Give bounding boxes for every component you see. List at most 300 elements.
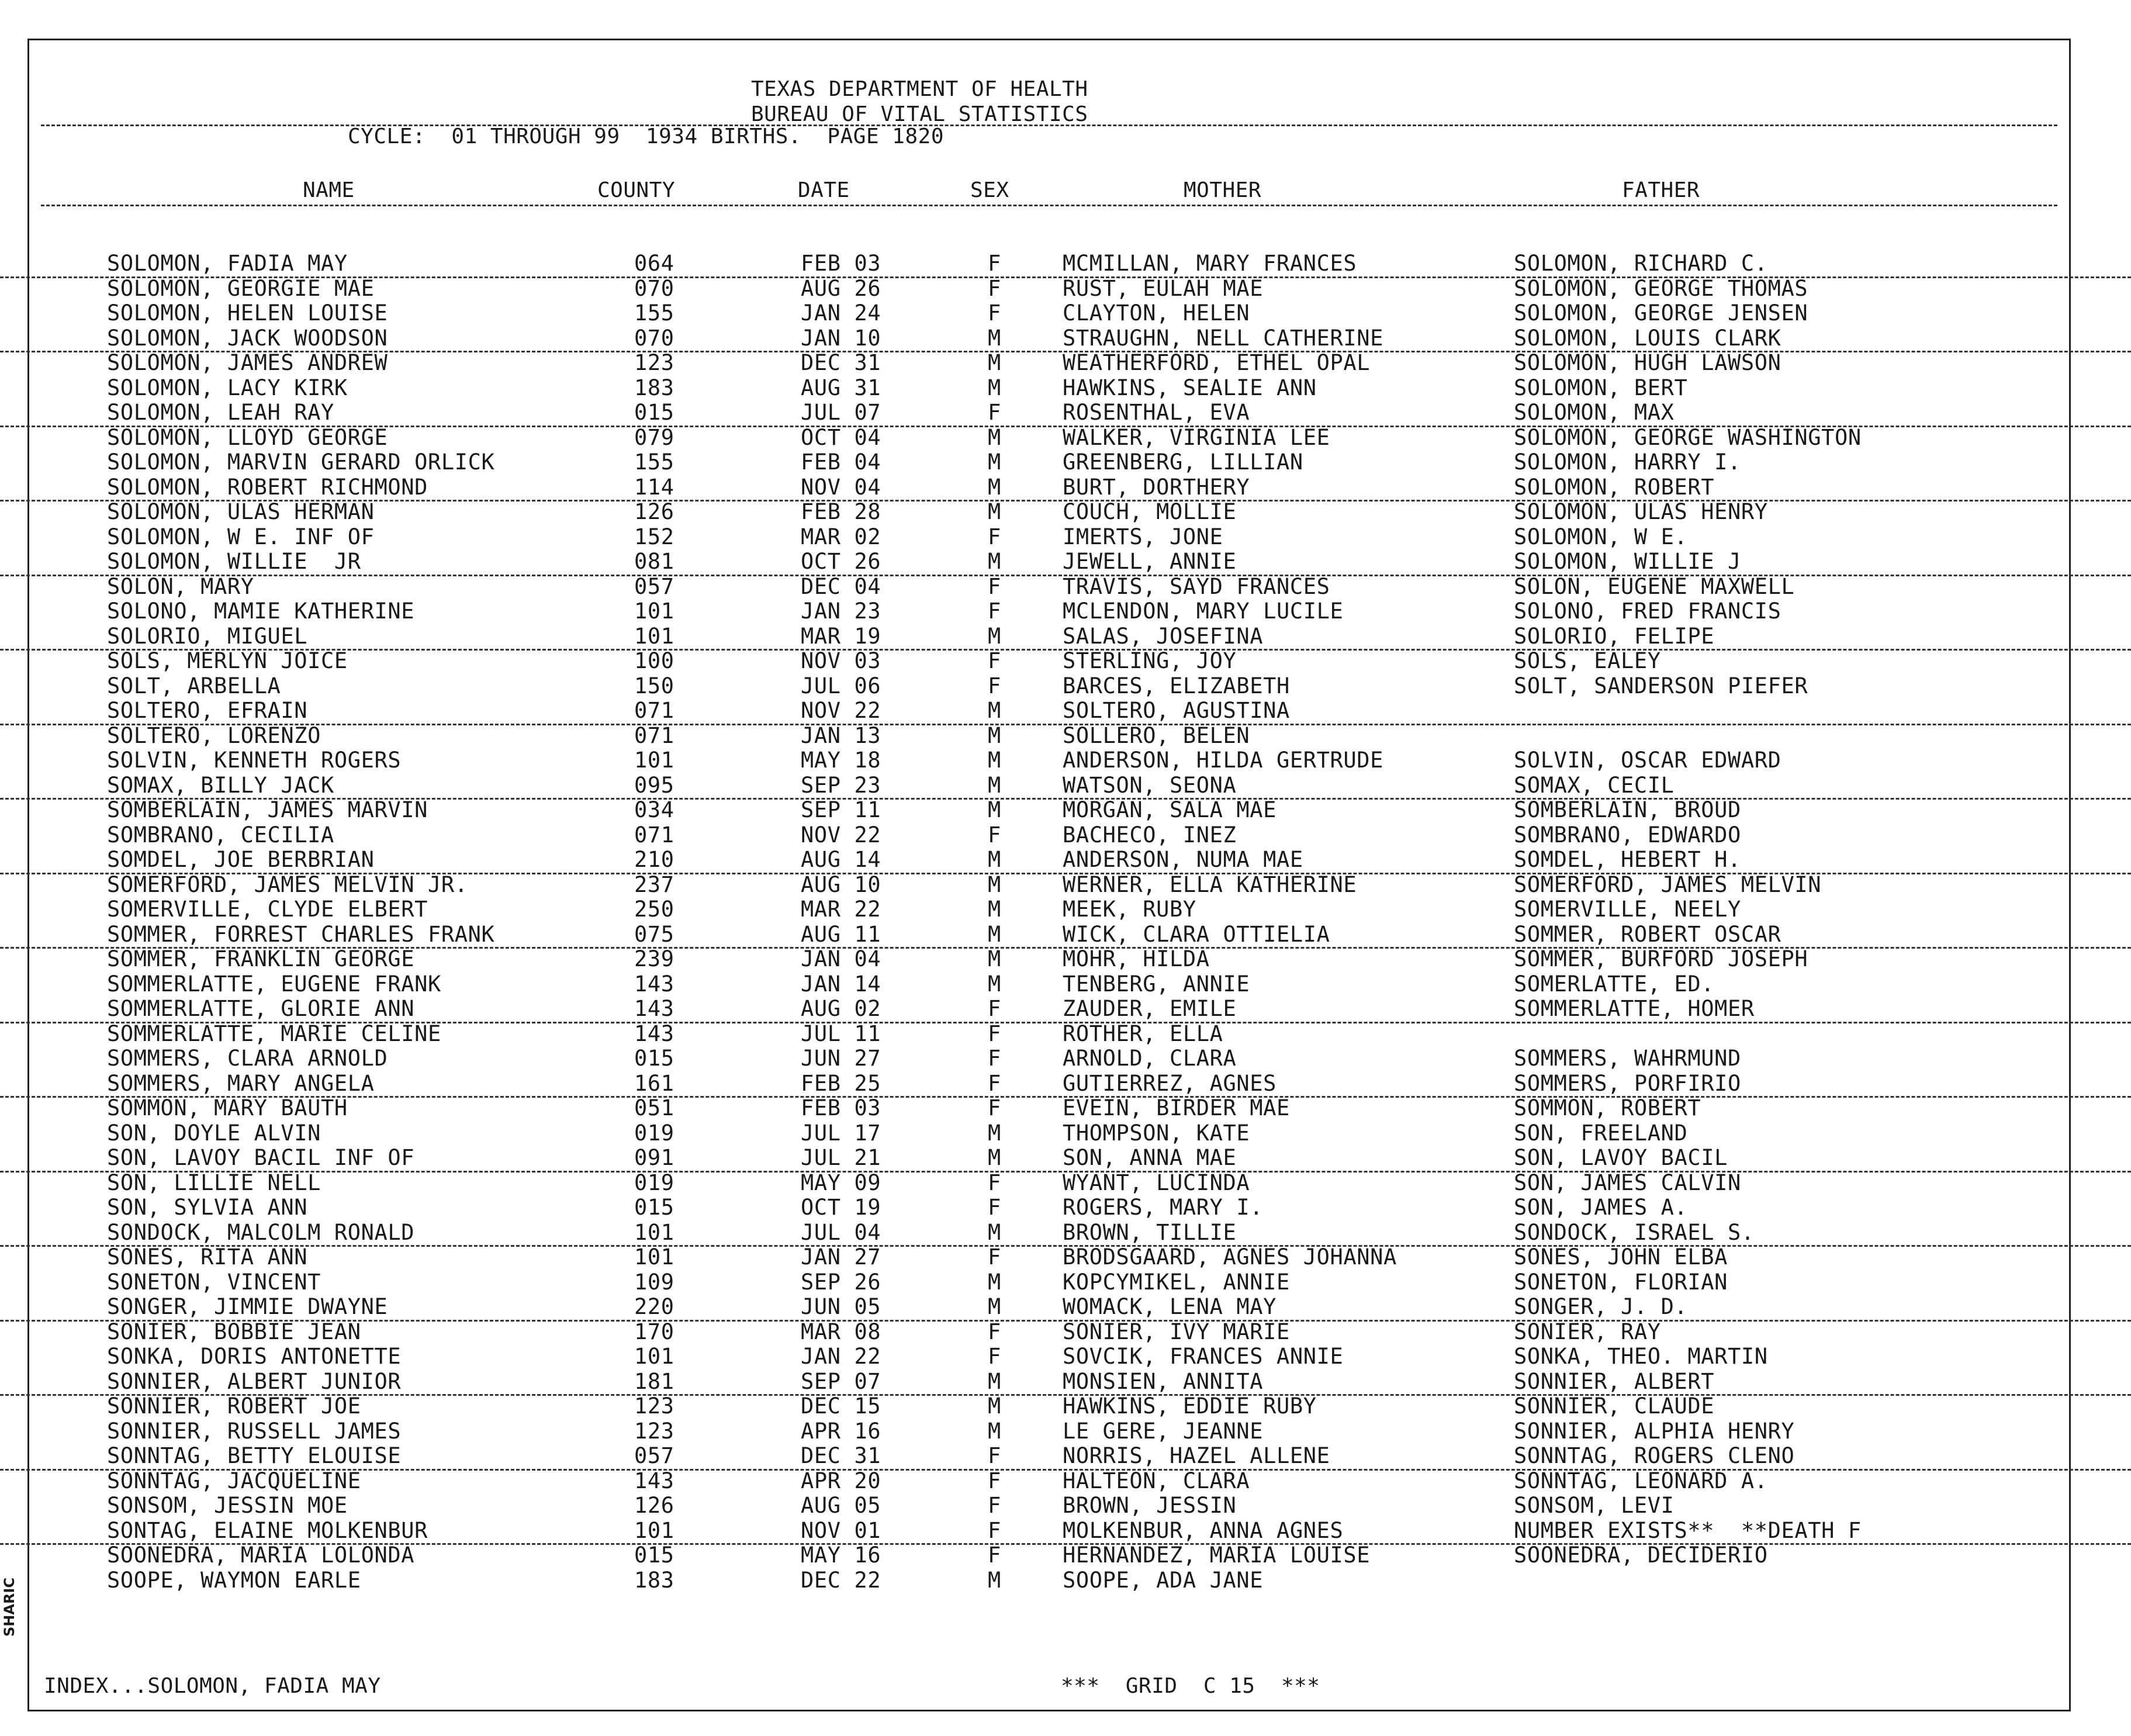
table-row xyxy=(0,698,2131,725)
cell-date: JUL 21 xyxy=(801,1145,881,1170)
cell-name: SOMMERLATTE, GLORIE ANN xyxy=(107,996,415,1021)
cell-date: AUG 14 xyxy=(801,847,881,872)
cell-sex: M xyxy=(988,1294,1001,1319)
cell-name: SOLONO, MAMIE KATHERINE xyxy=(107,599,415,624)
cell-mother: GUTIERREZ, AGNES xyxy=(1063,1070,1277,1096)
cell-county: 109 xyxy=(634,1269,674,1295)
cell-mother: COUCH, MOLLIE xyxy=(1063,499,1237,524)
cell-date: DEC 31 xyxy=(801,350,881,375)
cell-date: JUN 27 xyxy=(801,1046,881,1071)
cell-county: 015 xyxy=(634,1195,674,1220)
cell-county: 143 xyxy=(634,1021,674,1046)
cell-date: AUG 31 xyxy=(801,375,881,400)
cell-date: JAN 10 xyxy=(801,325,881,351)
table-row xyxy=(0,351,2131,376)
cell-sex: F xyxy=(988,300,1001,326)
table-row xyxy=(0,1270,2131,1295)
cell-mother: BROWN, TILLIE xyxy=(1063,1219,1237,1245)
cell-sex: M xyxy=(988,897,1001,922)
cell-date: JAN 24 xyxy=(801,300,881,326)
cell-name: SOLOMON, GEORGIE MAE xyxy=(107,275,375,301)
cell-father: SON, FREELAND xyxy=(1514,1120,1688,1146)
cell-date: AUG 11 xyxy=(801,921,881,947)
cell-father: SONDOCK, ISRAEL S. xyxy=(1514,1219,1755,1245)
cell-sex: F xyxy=(988,524,1001,549)
cell-sex: F xyxy=(988,1070,1001,1096)
cell-county: 123 xyxy=(634,350,674,375)
cell-county: 183 xyxy=(634,1567,674,1593)
cell-sex: M xyxy=(988,1145,1001,1170)
cell-sex: M xyxy=(988,1269,1001,1295)
cell-mother: MOHR, HILDA xyxy=(1063,946,1210,971)
cell-sex: M xyxy=(988,1393,1001,1419)
cell-sex: M xyxy=(988,872,1001,897)
cell-mother: WICK, CLARA OTTIELIA xyxy=(1063,921,1330,947)
cell-date: AUG 05 xyxy=(801,1493,881,1518)
cell-date: AUG 26 xyxy=(801,275,881,301)
cell-father: SOMERFORD, JAMES MELVIN xyxy=(1514,872,1822,897)
table-row xyxy=(0,400,2131,427)
cell-date: AUG 10 xyxy=(801,872,881,897)
cell-father: SONNIER, ALBERT xyxy=(1514,1368,1715,1394)
cell-sex: M xyxy=(988,449,1001,475)
table-row xyxy=(0,1295,2131,1322)
cell-county: 081 xyxy=(634,549,674,574)
cell-date: NOV 03 xyxy=(801,648,881,673)
cell-mother: SONIER, IVY MARIE xyxy=(1063,1319,1290,1344)
cell-date: JAN 13 xyxy=(801,722,881,748)
table-row xyxy=(0,748,2131,773)
cell-date: JUL 07 xyxy=(801,400,881,425)
cell-name: SONETON, VINCENT xyxy=(107,1269,321,1295)
cell-date: JUL 06 xyxy=(801,673,881,698)
cell-county: 170 xyxy=(634,1319,674,1344)
table-row xyxy=(0,897,2131,922)
cell-county: 057 xyxy=(634,1443,674,1468)
cell-sex: M xyxy=(988,921,1001,947)
cell-county: 101 xyxy=(634,1219,674,1245)
cell-name: SOMMERLATTE, MARIE CELINE xyxy=(107,1021,441,1046)
side-label: SHARIC xyxy=(1,1578,18,1637)
cell-sex: M xyxy=(988,350,1001,375)
cell-date: OCT 26 xyxy=(801,549,881,574)
cell-father: SONSOM, LEVI xyxy=(1514,1493,1675,1518)
cell-father: SOMMERLATTE, HOMER xyxy=(1514,996,1755,1021)
cell-date: JUL 17 xyxy=(801,1120,881,1146)
table-row xyxy=(0,724,2131,749)
cell-sex: F xyxy=(988,1493,1001,1518)
cell-name: SOMMON, MARY BAUTH xyxy=(107,1095,348,1121)
cell-father: SON, LAVOY BACIL xyxy=(1514,1145,1728,1170)
table-row xyxy=(0,1568,2131,1593)
cell-mother: ARNOLD, CLARA xyxy=(1063,1046,1237,1071)
cell-sex: F xyxy=(988,822,1001,848)
cell-father: SON, JAMES CALVIN xyxy=(1514,1170,1741,1195)
cell-name: SOMMERLATTE, EUGENE FRANK xyxy=(107,971,441,997)
column-header-date: DATE xyxy=(798,178,850,202)
cell-mother: IMERTS, JONE xyxy=(1063,524,1223,549)
cell-name: SON, LAVOY BACIL INF OF xyxy=(107,1145,415,1170)
cell-date: FEB 03 xyxy=(801,251,881,276)
cell-father: SOLOMON, LOUIS CLARK xyxy=(1514,325,1781,351)
agency-title: TEXAS DEPARTMENT OF HEALTH xyxy=(751,77,1088,101)
cell-date: FEB 25 xyxy=(801,1070,881,1096)
table-row xyxy=(0,947,2131,972)
cell-sex: M xyxy=(988,424,1001,450)
cell-county: 101 xyxy=(634,623,674,649)
cell-father: SOLONO, FRED FRANCIS xyxy=(1514,599,1781,624)
cell-father: SOMBRANO, EDWARDO xyxy=(1514,822,1741,848)
table-row xyxy=(0,326,2131,353)
cell-county: 239 xyxy=(634,946,674,971)
cell-mother: BROWN, JESSIN xyxy=(1063,1493,1237,1518)
cell-mother: ANDERSON, HILDA GERTRUDE xyxy=(1063,748,1384,773)
cell-sex: F xyxy=(988,1095,1001,1121)
cell-father: SOLOMON, WILLIE J xyxy=(1514,549,1741,574)
cell-name: SOMAX, BILLY JACK xyxy=(107,772,334,798)
cell-date: NOV 22 xyxy=(801,822,881,848)
table-row xyxy=(0,500,2131,525)
cell-mother: ROTHER, ELLA xyxy=(1063,1021,1223,1046)
cell-name: SON, LILLIE NELL xyxy=(107,1170,321,1195)
table-row xyxy=(0,1370,2131,1396)
cell-name: SONNTAG, BETTY ELOUISE xyxy=(107,1443,402,1468)
cell-date: DEC 22 xyxy=(801,1567,881,1593)
cell-date: SEP 23 xyxy=(801,772,881,798)
cell-name: SOMMERS, MARY ANGELA xyxy=(107,1070,375,1096)
cell-mother: STRAUGHN, NELL CATHERINE xyxy=(1063,325,1384,351)
table-row xyxy=(0,575,2131,600)
cell-father: SOLOMON, GEORGE JENSEN xyxy=(1514,300,1808,326)
cell-sex: M xyxy=(988,1418,1001,1444)
cell-sex: F xyxy=(988,648,1001,673)
cell-name: SON, DOYLE ALVIN xyxy=(107,1120,321,1146)
cell-county: 034 xyxy=(634,797,674,822)
cell-date: JUL 04 xyxy=(801,1219,881,1245)
cell-sex: F xyxy=(988,1468,1001,1493)
cell-name: SOLOMON, LEAH RAY xyxy=(107,400,334,425)
cell-date: NOV 01 xyxy=(801,1517,881,1543)
cell-county: 015 xyxy=(634,1543,674,1568)
table-row xyxy=(0,450,2131,475)
cell-county: 070 xyxy=(634,275,674,301)
cell-father: SOMDEL, HEBERT H. xyxy=(1514,847,1741,872)
cell-county: 051 xyxy=(634,1095,674,1121)
cell-date: JUN 05 xyxy=(801,1294,881,1319)
cell-father: SOLOMON, ROBERT xyxy=(1514,474,1715,500)
cell-name: SOLORIO, MIGUEL xyxy=(107,623,308,649)
cell-date: NOV 04 xyxy=(801,474,881,500)
cell-county: 091 xyxy=(634,1145,674,1170)
column-header-sex: SEX xyxy=(970,178,1009,202)
cell-father: SONKA, THEO. MARTIN xyxy=(1514,1344,1768,1369)
cell-mother: SOLTERO, AGUSTINA xyxy=(1063,698,1290,723)
cell-father: SOMAX, CECIL xyxy=(1514,772,1675,798)
cell-mother: HERNANDEZ, MARIA LOUISE xyxy=(1063,1543,1371,1568)
cell-date: SEP 26 xyxy=(801,1269,881,1295)
cell-date: OCT 04 xyxy=(801,424,881,450)
cell-sex: F xyxy=(988,673,1001,698)
cell-county: 237 xyxy=(634,872,674,897)
cell-father: SOMBERLAIN, BROUD xyxy=(1514,797,1741,822)
cell-father: SONNIER, ALPHIA HENRY xyxy=(1514,1418,1795,1444)
index-label: INDEX...SOLOMON, FADIA MAY xyxy=(44,1674,381,1698)
cell-sex: F xyxy=(988,1543,1001,1568)
cell-mother: MEEK, RUBY xyxy=(1063,897,1196,922)
cell-father: SOLVIN, OSCAR EDWARD xyxy=(1514,748,1781,773)
cell-father: SONIER, RAY xyxy=(1514,1319,1661,1344)
cell-county: 220 xyxy=(634,1294,674,1319)
cell-name: SONSOM, JESSIN MOE xyxy=(107,1493,348,1518)
cell-name: SOLOMON, JAMES ANDREW xyxy=(107,350,388,375)
cell-father: SOMMERS, WAHRMUND xyxy=(1514,1046,1741,1071)
table-row xyxy=(0,251,2131,278)
cell-name: SOMERVILLE, CLYDE ELBERT xyxy=(107,897,428,922)
cell-father: SON, JAMES A. xyxy=(1514,1195,1688,1220)
table-row xyxy=(0,1469,2131,1494)
cell-sex: F xyxy=(988,599,1001,624)
cell-sex: F xyxy=(988,1244,1001,1270)
cell-date: MAR 02 xyxy=(801,524,881,549)
table-row xyxy=(0,649,2131,674)
table-row xyxy=(0,1320,2131,1345)
cell-county: 070 xyxy=(634,325,674,351)
cell-father: SONNTAG, ROGERS CLENO xyxy=(1514,1443,1795,1468)
cell-date: FEB 28 xyxy=(801,499,881,524)
table-row xyxy=(0,773,2131,800)
cell-mother: ZAUDER, EMILE xyxy=(1063,996,1237,1021)
cell-name: SOMMER, FRANKLIN GEORGE xyxy=(107,946,415,971)
cell-father: NUMBER EXISTS** **DEATH F xyxy=(1514,1517,1862,1543)
cell-name: SONDOCK, MALCOLM RONALD xyxy=(107,1219,415,1245)
cell-county: 123 xyxy=(634,1393,674,1419)
table-row xyxy=(0,426,2131,451)
cell-sex: M xyxy=(988,946,1001,971)
cell-county: 101 xyxy=(634,1244,674,1270)
cell-mother: GREENBERG, LILLIAN xyxy=(1063,449,1303,475)
cell-sex: M xyxy=(988,847,1001,872)
cell-father: SOLOMON, ULAS HENRY xyxy=(1514,499,1768,524)
table-row xyxy=(0,1493,2131,1519)
grid-label: *** GRID C 15 *** xyxy=(1061,1674,1320,1698)
cell-county: 143 xyxy=(634,971,674,997)
cell-name: SOLTERO, LORENZO xyxy=(107,722,321,748)
cell-mother: WATSON, SEONA xyxy=(1063,772,1237,798)
cell-county: 126 xyxy=(634,499,674,524)
cell-father: SONGER, J. D. xyxy=(1514,1294,1688,1319)
cell-father: SOLOMON, GEORGE THOMAS xyxy=(1514,275,1808,301)
cell-mother: CLAYTON, HELEN xyxy=(1063,300,1250,326)
cell-date: MAY 18 xyxy=(801,748,881,773)
table-row xyxy=(0,1146,2131,1173)
cell-name: SOLOMON, ROBERT RICHMOND xyxy=(107,474,428,500)
cell-sex: M xyxy=(988,772,1001,798)
cell-date: JAN 04 xyxy=(801,946,881,971)
cell-father: SOONEDRA, DECIDERIO xyxy=(1514,1543,1768,1568)
table-row xyxy=(0,848,2131,874)
cell-sex: F xyxy=(988,251,1001,276)
cell-name: SOMMER, FORREST CHARLES FRANK xyxy=(107,921,495,947)
cell-sex: F xyxy=(988,275,1001,301)
cell-county: 143 xyxy=(634,996,674,1021)
cell-county: 075 xyxy=(634,921,674,947)
table-row xyxy=(0,1444,2131,1471)
cell-name: SONKA, DORIS ANTONETTE xyxy=(107,1344,402,1369)
table-row xyxy=(0,798,2131,823)
cell-name: SONGER, JIMMIE DWAYNE xyxy=(107,1294,388,1319)
cell-date: DEC 04 xyxy=(801,573,881,599)
table-row xyxy=(0,1046,2131,1071)
cell-date: SEP 07 xyxy=(801,1368,881,1394)
cell-mother: TENBERG, ANNIE xyxy=(1063,971,1250,997)
table-row xyxy=(0,624,2131,651)
cell-name: SOLOMON, W E. INF OF xyxy=(107,524,375,549)
cell-sex: F xyxy=(988,573,1001,599)
cell-date: NOV 22 xyxy=(801,698,881,723)
cell-sex: M xyxy=(988,325,1001,351)
cell-county: 161 xyxy=(634,1070,674,1096)
table-row xyxy=(0,1220,2131,1247)
cell-name: SOMBERLAIN, JAMES MARVIN xyxy=(107,797,428,822)
cell-date: FEB 03 xyxy=(801,1095,881,1121)
cell-sex: M xyxy=(988,748,1001,773)
cell-county: 155 xyxy=(634,300,674,326)
cell-mother: BRODSGAARD, AGNES JOHANNA xyxy=(1063,1244,1397,1270)
cell-sex: F xyxy=(988,1319,1001,1344)
cell-name: SONNIER, RUSSELL JAMES xyxy=(107,1418,402,1444)
cell-mother: JEWELL, ANNIE xyxy=(1063,549,1237,574)
cell-mother: NORRIS, HAZEL ALLENE xyxy=(1063,1443,1330,1468)
cell-sex: M xyxy=(988,1368,1001,1394)
cell-county: 210 xyxy=(634,847,674,872)
table-row xyxy=(0,301,2131,326)
column-header-mother: MOTHER xyxy=(1184,178,1262,202)
cell-sex: F xyxy=(988,400,1001,425)
cell-name: SOLOMON, LLOYD GEORGE xyxy=(107,424,388,450)
cell-sex: M xyxy=(988,1120,1001,1146)
cell-sex: M xyxy=(988,1567,1001,1593)
cell-mother: BACHECO, INEZ xyxy=(1063,822,1237,848)
cell-date: OCT 19 xyxy=(801,1195,881,1220)
cell-sex: F xyxy=(988,996,1001,1021)
cell-name: SOLOMON, HELEN LOUISE xyxy=(107,300,388,326)
cell-name: SONIER, BOBBIE JEAN xyxy=(107,1319,361,1344)
cell-sex: F xyxy=(988,1170,1001,1195)
cell-county: 071 xyxy=(634,722,674,748)
cell-mother: SON, ANNA MAE xyxy=(1063,1145,1237,1170)
cell-name: SOONEDRA, MARIA LOLONDA xyxy=(107,1543,415,1568)
cell-county: 123 xyxy=(634,1418,674,1444)
cell-date: MAR 08 xyxy=(801,1319,881,1344)
cell-sex: F xyxy=(988,1195,1001,1220)
cell-name: SOLOMON, FADIA MAY xyxy=(107,251,348,276)
cell-date: APR 16 xyxy=(801,1418,881,1444)
table-row xyxy=(0,525,2131,550)
cell-name: SOLOMON, ULAS HERMAN xyxy=(107,499,375,524)
cell-sex: M xyxy=(988,971,1001,997)
cell-father: SONNIER, CLAUDE xyxy=(1514,1393,1715,1419)
cell-name: SONTAG, ELAINE MOLKENBUR xyxy=(107,1517,428,1543)
cell-name: SOLS, MERLYN JOICE xyxy=(107,648,348,673)
cell-name: SOLOMON, MARVIN GERARD ORLICK xyxy=(107,449,495,475)
cell-mother: SALAS, JOSEFINA xyxy=(1063,623,1264,649)
cell-name: SONNIER, ROBERT JOE xyxy=(107,1393,361,1419)
table-row xyxy=(0,599,2131,624)
cell-sex: F xyxy=(988,1046,1001,1071)
cell-name: SON, SYLVIA ANN xyxy=(107,1195,308,1220)
cell-county: 181 xyxy=(634,1368,674,1394)
cell-name: SOLT, ARBELLA xyxy=(107,673,281,698)
cell-date: JAN 23 xyxy=(801,599,881,624)
cell-date: JAN 27 xyxy=(801,1244,881,1270)
cell-date: DEC 15 xyxy=(801,1393,881,1419)
cell-sex: F xyxy=(988,1344,1001,1369)
cell-sex: M xyxy=(988,722,1001,748)
cell-county: 101 xyxy=(634,599,674,624)
cell-mother: MOLKENBUR, ANNA AGNES xyxy=(1063,1517,1344,1543)
table-row xyxy=(0,1419,2131,1444)
cell-date: AUG 02 xyxy=(801,996,881,1021)
cell-name: SONNIER, ALBERT JUNIOR xyxy=(107,1368,402,1394)
table-row xyxy=(0,1245,2131,1270)
cell-father: SOLORIO, FELIPE xyxy=(1514,623,1715,649)
cell-mother: THOMPSON, KATE xyxy=(1063,1120,1250,1146)
cell-father: SONES, JOHN ELBA xyxy=(1514,1244,1728,1270)
cell-name: SOMBRANO, CECILIA xyxy=(107,822,334,848)
header-divider xyxy=(41,125,2057,126)
cell-father: SOMERLATTE, ED. xyxy=(1514,971,1715,997)
cell-county: 150 xyxy=(634,673,674,698)
cell-father: SOLOMON, BERT xyxy=(1514,375,1688,400)
cell-name: SOLON, MARY xyxy=(107,573,254,599)
cell-date: APR 20 xyxy=(801,1468,881,1493)
cell-county: 114 xyxy=(634,474,674,500)
cell-name: SOOPE, WAYMON EARLE xyxy=(107,1567,361,1593)
cell-father: SOLOMON, MAX xyxy=(1514,400,1675,425)
cell-name: SOLVIN, KENNETH ROGERS xyxy=(107,748,402,773)
cell-father: SOMMER, BURFORD JOSEPH xyxy=(1514,946,1808,971)
cell-name: SOMMERS, CLARA ARNOLD xyxy=(107,1046,388,1071)
cell-sex: M xyxy=(988,549,1001,574)
cell-sex: F xyxy=(988,1021,1001,1046)
cell-mother: WERNER, ELLA KATHERINE xyxy=(1063,872,1357,897)
cell-county: 071 xyxy=(634,822,674,848)
cell-name: SOMDEL, JOE BERBRIAN xyxy=(107,847,375,872)
cycle-line: CYCLE: 01 THROUGH 99 1934 BIRTHS. PAGE 1820 xyxy=(348,125,944,148)
cell-father: SOLOMON, HUGH LAWSON xyxy=(1514,350,1781,375)
cell-date: DEC 31 xyxy=(801,1443,881,1468)
table-row xyxy=(0,972,2131,997)
table-row xyxy=(0,922,2131,949)
cell-county: 183 xyxy=(634,375,674,400)
table-row xyxy=(0,823,2131,848)
cell-county: 019 xyxy=(634,1170,674,1195)
cell-mother: MCLENDON, MARY LUCILE xyxy=(1063,599,1344,624)
cell-sex: M xyxy=(988,375,1001,400)
column-header-divider xyxy=(41,205,2057,206)
cell-name: SONNTAG, JACQUELINE xyxy=(107,1468,361,1493)
cell-name: SOLOMON, LACY KIRK xyxy=(107,375,348,400)
column-header-county: COUNTY xyxy=(597,178,676,202)
cell-sex: M xyxy=(988,797,1001,822)
cell-father: SOLON, EUGENE MAXWELL xyxy=(1514,573,1795,599)
cell-mother: SOLLERO, BELEN xyxy=(1063,722,1250,748)
cell-county: 101 xyxy=(634,1517,674,1543)
table-row xyxy=(0,1121,2131,1146)
cell-mother: LE GERE, JEANNE xyxy=(1063,1418,1264,1444)
cell-date: SEP 11 xyxy=(801,797,881,822)
cell-name: SOLOMON, JACK WOODSON xyxy=(107,325,388,351)
